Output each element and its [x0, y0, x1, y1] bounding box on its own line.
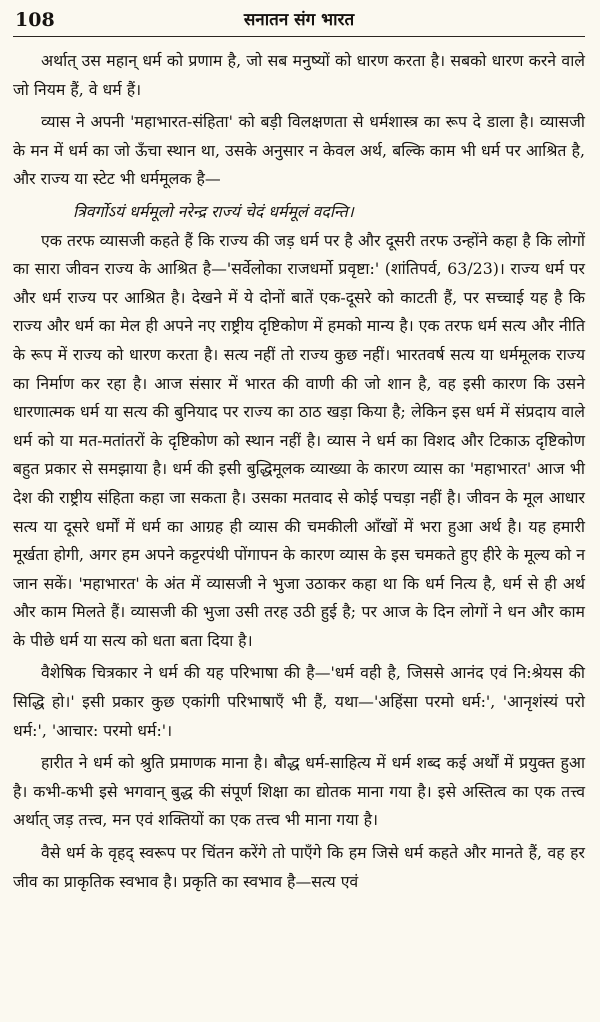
paragraph: अर्थात् उस महान् धर्म को प्रणाम है, जो सब मनुष्यों को धारण करता है। सबको धारण करने वाले जो नियम हैं, वे धर्म हैं। [13, 51, 585, 99]
body-text [13, 47, 585, 896]
page-number: 108 [15, 9, 55, 31]
running-title: सनातन संग भारत [243, 10, 355, 30]
paragraph: वैशेषिक चित्रकार ने धर्म की यह परिभाषा की है—'धर्म वही है, जिससे आनंद एवं नि:श्रेयस की सिद्धि हो।' इसी प्रकार कुछ एकांगी परिभाषाएँ भी हैं, यथा—'अहिंसा परमो धर्म:', 'आनृशंस्यं परो धर्म:', 'आचार: परमो धर्म:'। [13, 663, 585, 740]
paragraph: वैसे धर्म के वृहद् स्वरूप पर चिंतन करेंगे तो पाएँगे कि हम जिसे धर्म कहते और मानते हैं, वह हर जीव का प्राकृतिक स्वभाव है। प्रकृति का स्वभाव है—सत्य एवं [13, 843, 585, 891]
paragraph: व्यास ने अपनी 'महाभारत-संहिता' को बड़ी विलक्षणता से धर्मशास्त्र का रूप दे डाला है। व्यासजी के मन में धर्म का जो ऊँचा स्थान था, उसके अनुसार न केवल अर्थ, बल्कि काम भी धर्म पर आश्रित है, और राज्य या स्टेट भी धर्ममूलक है— [13, 112, 585, 189]
paragraph: हारीत ने धर्म को श्रुति प्रमाणक माना है। बौद्ध धर्म-साहित्य में धर्म शब्द कई अर्थों में प्रयुक्त हुआ है। कभी-कभी इसे भगवान् बुद्ध की संपूर्ण शिक्षा का द्योतक माना गया है। इसे अस्तित्व का एक तत्त्व अर्थात् जड़ तत्त्व, मन एवं शक्तियों का एक तत्त्व भी माना गया है। [13, 753, 585, 830]
paragraph: एक तरफ व्यासजी कहते हैं कि राज्य की जड़ धर्म पर है और दूसरी तरफ उन्होंने कहा है कि लोगों का सारा जीवन राज्य के आश्रित है—'सर्वेलोका राजधर्मो प्रवृष्टा:' (शांतिपर्व, 63/23)। राज्य धर्म पर और धर्म राज्य पर आश्रित है। देखने में ये दोनों बातें एक-दूसरे को काटती हैं, पर सच्चाई यह है कि राज्य और धर्म का मेल ही अपने नए राष्ट्रीय दृष्टिकोण में हमको मान्य है। एक तरफ धर्म सत्य और नीति के रूप में राज्य को धारण करता है। सत्य नहीं तो राज्य कुछ नहीं। भारतवर्ष सत्य या धर्ममूलक राज्य का निर्माण कर रहा है। आज संसार में भारत की वाणी की जो शान है, वह इसी कारण कि उसने धारणात्मक धर्म या सत्य की बुनियाद पर राज्य का ठाठ खड़ा किया है; लेकिन इस धर्म में संप्रदाय वाले धर्म को या मत-मतांतरों के दृष्टिकोण को स्थान नहीं है। व्यास ने धर्म का विशद और टिकाऊ दृष्टिकोण बहुत प्रकार से समझाया है। धर्म की इसी बुद्धिमूलक व्याख्या के कारण व्यास का 'महाभारत' आज भी देश की राष्ट्रीय संहिता कहा जा सकता है। उसका मतवाद से कोई पचड़ा नहीं है। जीवन के मूल आधार सत्य या दूसरे धर्मों में धर्म का आग्रह ही व्यास की चमकीली आँखों में भरा हुआ अर्थ है। यह हमारी मूर्खता होगी, अगर हम अपने कट्टरपंथी पोंगापन के कारण व्यास के इस चमकते हुए हीरे के मूल्य को न जान सकें। 'महाभारत' के अंत में व्यासजी ने भुजा उठाकर कहा था कि धर्म नित्य है, धर्म से ही अर्थ और काम मिलते हैं। व्यासजी की भुजा उसी तरह उठी हुई है; पर आज के दिन लोगों ने धन और काम के पीछे धर्म या सत्य को धता बता दिया है। [13, 230, 585, 650]
page-header [13, 8, 585, 37]
sanskrit-verse: त्रिवर्गोऽयं धर्ममूलो नरेन्द्र राज्यं चेदं धर्ममूलं वदन्ति। [73, 201, 354, 221]
